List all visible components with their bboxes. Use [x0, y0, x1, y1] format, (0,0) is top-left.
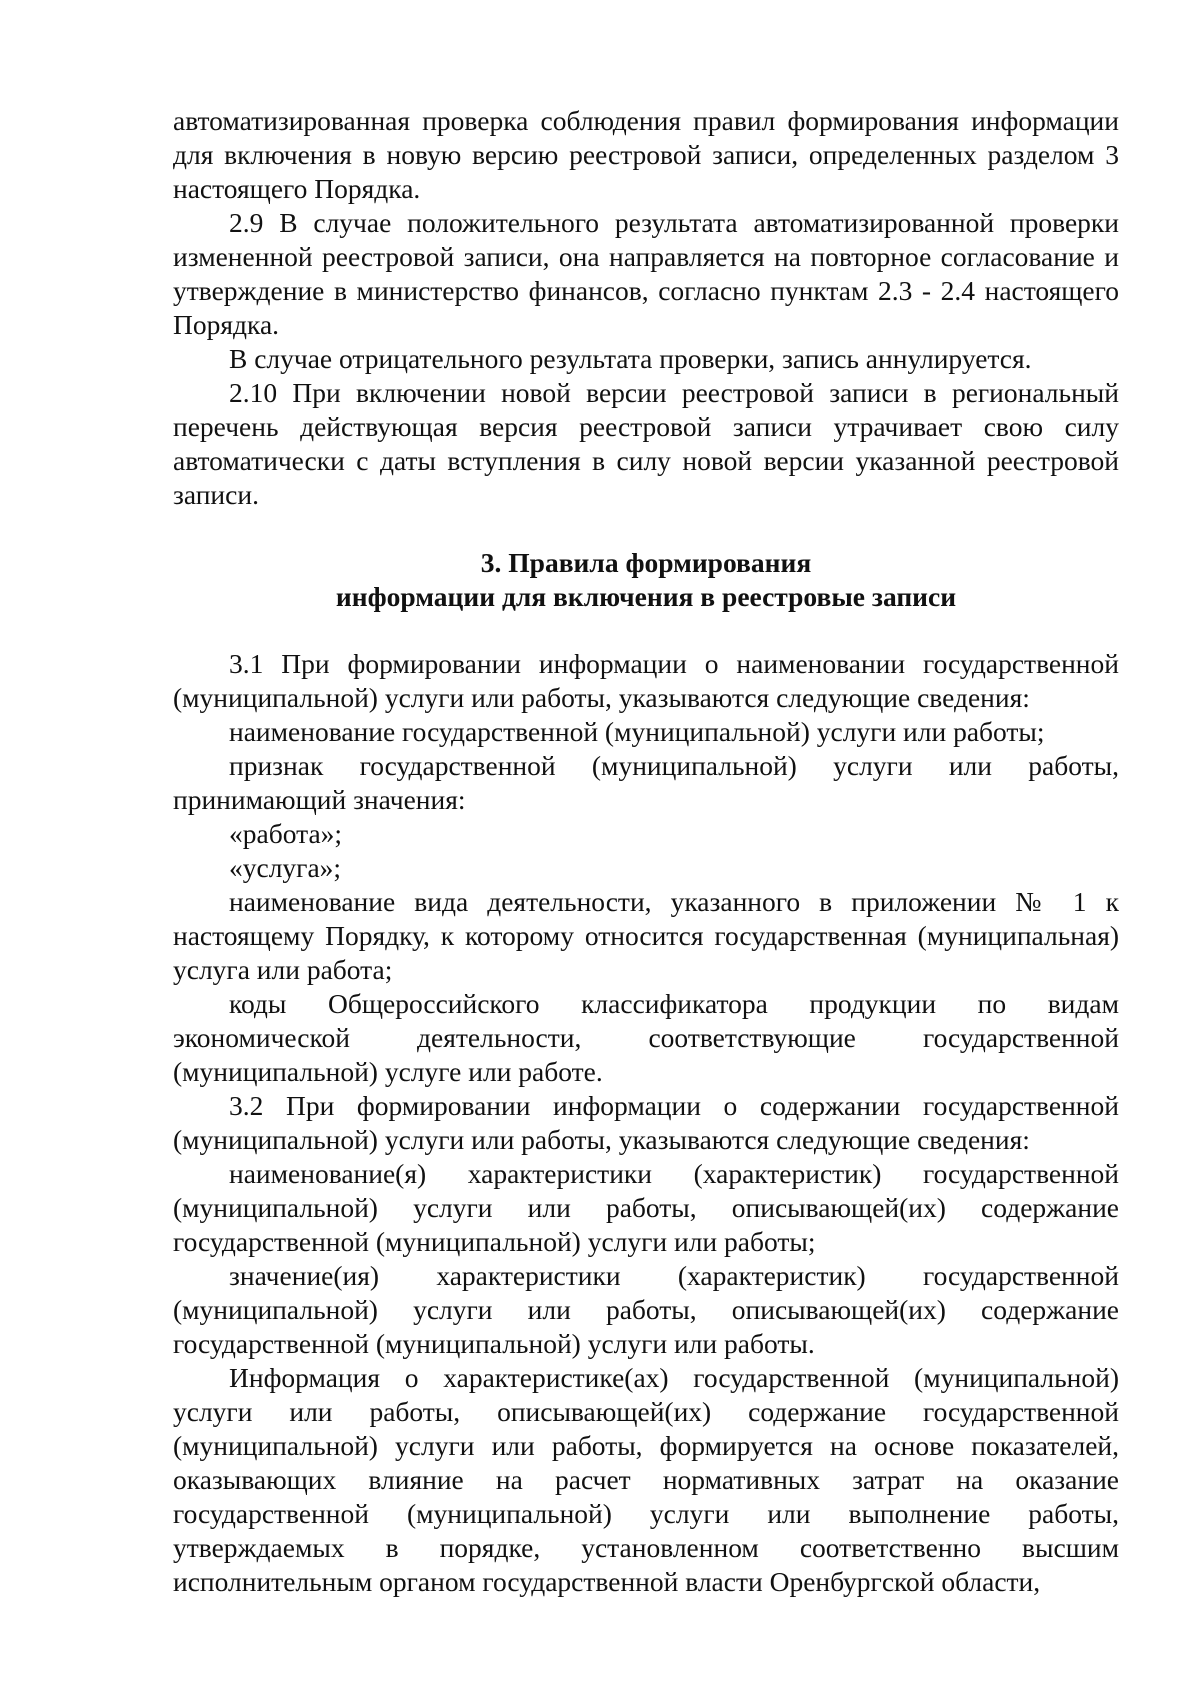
paragraph-service-sign: признак государственной (муниципальной) услуги или работы, принимающий значения:: [173, 750, 1119, 815]
spacer: [173, 512, 1119, 546]
paragraph-value-work: «работа»;: [229, 818, 343, 849]
paragraph-activity-name: наименование вида деятельности, указанного в приложении № 1 к настоящему Порядку, к которому относится государственная (муниципальная) услуга или работа;: [173, 886, 1119, 985]
paragraph-service-name: наименование государственной (муниципальной) услуги или работы;: [229, 716, 1045, 747]
paragraph-1: автоматизированная проверка соблюдения правил формирования информации для включения в новую версию реестровой записи, определенных разделом 3 настоящего Порядка.: [173, 105, 1119, 204]
document-page: [173, 104, 1119, 1599]
paragraph-value-service: «услуга»;: [229, 852, 342, 883]
paragraph-okpd-codes: коды Общероссийского классификатора продукции по видам экономической деятельности, соответствующие государственной (муниципальной) услуге или работе.: [173, 988, 1119, 1087]
paragraph-3-2: 3.2 При формировании информации о содержании государственной (муниципальной) услуги или работы, указываются следующие сведения:: [173, 1090, 1119, 1155]
section-heading-line-1: 3. Правила формирования: [480, 547, 812, 578]
paragraph-characteristic-info: Информация о характеристике(ах) государственной (муниципальной) услуги или работы, описывающей(их) содержание государственной (муниципальной) услуги или работы, формируется на основе показателей, оказывающих влияние на расчет нормативных затрат на оказание государственной (муниципальной) услуги или выполнение работы, утверждаемых в порядке, установленном соответственно высшим исполнительным органом государственной власти Оренбургской области,: [173, 1362, 1119, 1597]
paragraph-characteristic-names: наименование(я) характеристики (характеристик) государственной (муниципальной) услуги или работы, описывающей(их) содержание государственной (муниципальной) услуги или работы;: [173, 1158, 1119, 1257]
paragraph-characteristic-values: значение(ия) характеристики (характеристик) государственной (муниципальной) услуги или работы, описывающей(их) содержание государственной (муниципальной) услуги или работы.: [173, 1260, 1119, 1359]
paragraph-2-10: 2.10 При включении новой версии реестровой записи в региональный перечень действующая версия реестровой записи утрачивает свою силу автоматически с даты вступления в силу новой версии указанной реестровой записи.: [173, 377, 1119, 510]
paragraph-2-9: 2.9 В случае положительного результата автоматизированной проверки измененной реестровой записи, она направляется на повторное согласование и утверждение в министерство финансов, согласно пунктам 2.3 - 2.4 настоящего Порядка.: [173, 207, 1119, 340]
paragraph-3-1: 3.1 При формировании информации о наименовании государственной (муниципальной) услуги или работы, указываются следующие сведения:: [173, 648, 1119, 713]
section-heading-line-2: информации для включения в реестровые записи: [335, 581, 957, 612]
spacer: [173, 614, 1119, 647]
paragraph-negative-result: В случае отрицательного результата проверки, запись аннулируется.: [229, 343, 1032, 374]
